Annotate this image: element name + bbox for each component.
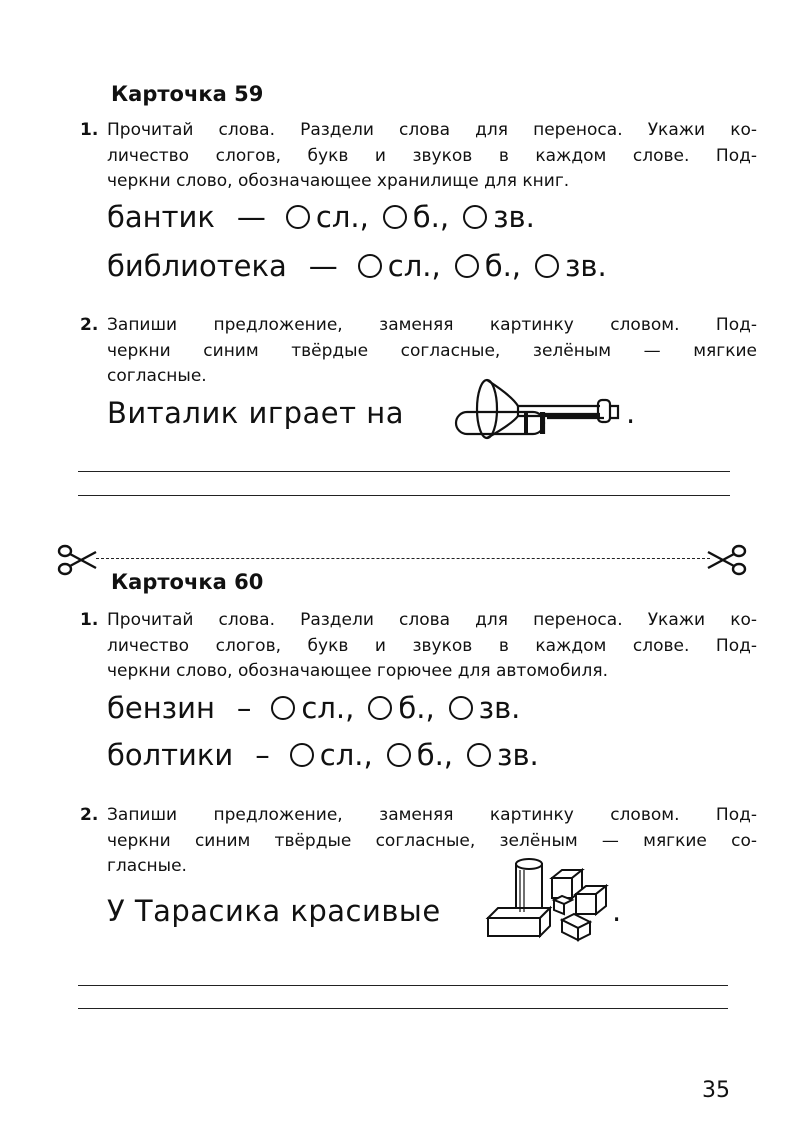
task-text-line: Запиши предложение, заменяя картинку словом. Под- [107, 805, 757, 825]
word-row-boltiki [107, 738, 539, 772]
sound-count-circle[interactable] [449, 696, 473, 720]
task-text-line: личество слогов, букв и звуков в каждом слове. Под- [107, 635, 757, 656]
word-row-benzin [107, 691, 520, 725]
word: библиотека [107, 249, 287, 283]
card-59-sentence: Виталик играет на [107, 396, 404, 430]
sound-label: зв. [493, 200, 535, 234]
card-60-task-2-text [107, 803, 757, 880]
letter-label: б., [484, 249, 522, 283]
syllable-count-circle[interactable] [358, 254, 382, 278]
word-row-bantik [107, 200, 535, 234]
trombone-icon [452, 376, 624, 442]
word: бензин [107, 691, 215, 725]
answer-line[interactable] [78, 985, 728, 986]
syllable-count-circle[interactable] [286, 205, 310, 229]
dash: – [236, 691, 252, 725]
card-60-task-2-number: 2. [80, 805, 99, 825]
task-text-line: Запиши предложение, заменяя картинку словом. Под- [107, 315, 757, 335]
card-60-title: Карточка 60 [111, 570, 264, 594]
card-60-sentence: У Тарасика красивые [107, 894, 441, 928]
card-59-task-1-number: 1. [80, 120, 99, 140]
task-text-line: черкни синим твёрдые согласные, зелёным — мягкие со- [107, 830, 757, 851]
answer-line[interactable] [78, 495, 730, 496]
sound-label: зв. [497, 738, 539, 772]
task-text-line: черкни слово, обозначающее хранилище для книг. [107, 171, 570, 191]
answer-line[interactable] [78, 1008, 728, 1009]
syllable-count-circle[interactable] [271, 696, 295, 720]
dash: — [308, 249, 338, 283]
syllable-label: сл., [319, 738, 373, 772]
task-text-line: черкни слово, обозначающее горючее для автомобиля. [107, 661, 608, 681]
task-text-line: Прочитай слова. Раздели слова для переноса. Укажи ко- [107, 120, 757, 140]
card-59-task-1-text [107, 118, 757, 195]
card-60-task-1-number: 1. [80, 610, 99, 630]
card-59-sentence-end: . [626, 396, 636, 430]
letter-count-circle[interactable] [368, 696, 392, 720]
letter-label: б., [412, 200, 450, 234]
sound-label: зв. [478, 691, 521, 725]
scissors-icon [56, 541, 98, 579]
dash: — [236, 200, 266, 234]
card-59-title: Карточка 59 [111, 82, 264, 106]
sound-count-circle[interactable] [463, 205, 487, 229]
letter-count-circle[interactable] [383, 205, 407, 229]
word: бантик [107, 200, 215, 234]
task-text-line: согласные. [107, 366, 207, 386]
sound-label: зв. [565, 249, 607, 283]
syllable-label: сл., [315, 200, 369, 234]
task-text-line: черкни синим твёрдые согласные, зелёным — мягкие [107, 340, 757, 361]
letter-count-circle[interactable] [455, 254, 479, 278]
letter-label: б., [416, 738, 454, 772]
letter-label: б., [398, 691, 435, 725]
dash: – [255, 738, 270, 772]
word: болтики [107, 738, 234, 772]
cut-line [96, 558, 710, 559]
toy-blocks-icon [484, 856, 610, 944]
sound-count-circle[interactable] [467, 743, 491, 767]
card-60-sentence-end: . [612, 894, 622, 928]
sound-count-circle[interactable] [535, 254, 559, 278]
letter-count-circle[interactable] [387, 743, 411, 767]
card-59-task-2-text [107, 313, 757, 390]
answer-line[interactable] [78, 471, 730, 472]
syllable-label: сл., [387, 249, 441, 283]
scissors-icon [706, 541, 748, 579]
task-text-line: Прочитай слова. Раздели слова для переноса. Укажи ко- [107, 610, 757, 630]
word-row-biblioteka [107, 249, 607, 283]
syllable-count-circle[interactable] [290, 743, 314, 767]
page-number: 35 [702, 1078, 730, 1103]
card-59-task-2-number: 2. [80, 315, 99, 335]
task-text-line: гласные. [107, 856, 187, 876]
task-text-line: личество слогов, букв и звуков в каждом слове. Под- [107, 145, 757, 166]
card-60-task-1-text [107, 608, 757, 685]
syllable-label: сл., [301, 691, 355, 725]
